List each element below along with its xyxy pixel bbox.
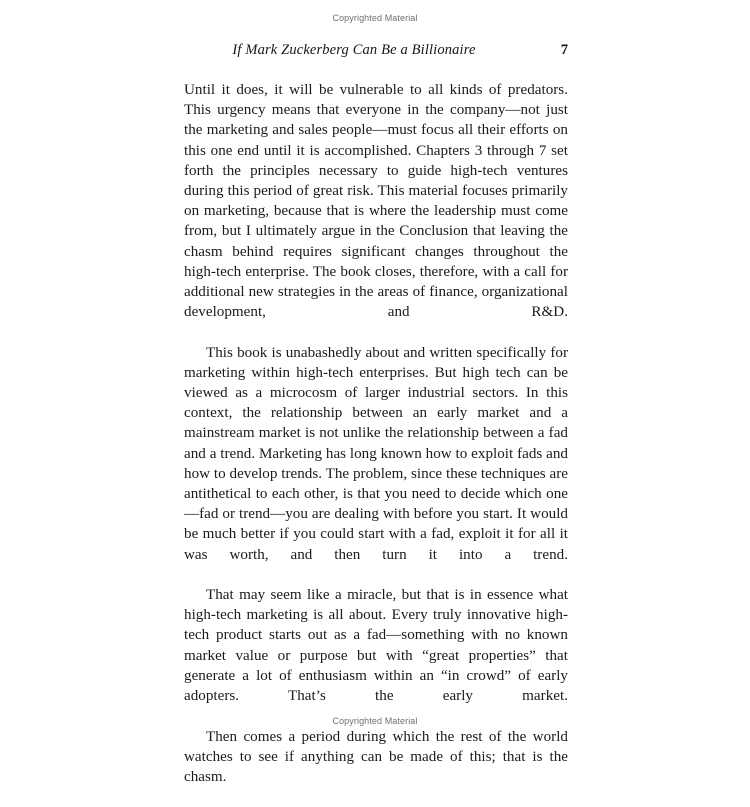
body-text-block <box>184 80 568 807</box>
body-paragraph: This book is unabashedly about and written specifically for marketing within high-tech enterprises. But high tech can be viewed as a microcosm of larger industrial sectors. In this context, the relationship between an early market and a mainstream market is not unlike the relationship between a fad and a trend. Marketing has long known how to exploit fads and how to develop trends. The problem, since these techniques are antithetical to each other, is that you need to decide which one—fad or trend—you are dealing with before you start. It would be much better if you could start with a fad, exploit it for all it was worth, and then turn it into a trend. <box>184 343 568 585</box>
copyright-watermark-bottom: Copyrighted Material <box>0 716 750 726</box>
running-head <box>184 42 568 64</box>
body-paragraph: Until it does, it will be vulnerable to all kinds of predators. This urgency means that everyone in the company—not just the marketing and sales people—must focus all their efforts on this one end until it is accomplished. Chapters 3 through 7 set forth the principles necessary to guide high-tech ventures during this period of great risk. This material focuses primarily on marketing, because that is where the leadership must come from, but I ultimately argue in the Conclusion that leaving the chasm behind requires significant changes throughout the high-tech enterprise. The book closes, therefore, with a call for additional new strategies in the areas of finance, organizational development, and R&D. <box>184 80 568 343</box>
body-paragraph: That may seem like a miracle, but that is in essence what high-tech marketing is all about. Every truly innovative high-tech product starts out as a fad—something with no known market value or purpose but with “great properties” that generate a lot of enthusiasm within an “in crowd” of early adopters. That’s the early market. <box>184 585 568 726</box>
body-paragraph: Then comes a period during which the rest of the world watches to see if anything can be made of this; that is the chasm. <box>184 727 568 807</box>
page-number: 7 <box>561 42 568 59</box>
copyright-watermark-top: Copyrighted Material <box>0 13 750 23</box>
running-head-title: If Mark Zuckerberg Can Be a Billionaire <box>184 42 524 59</box>
